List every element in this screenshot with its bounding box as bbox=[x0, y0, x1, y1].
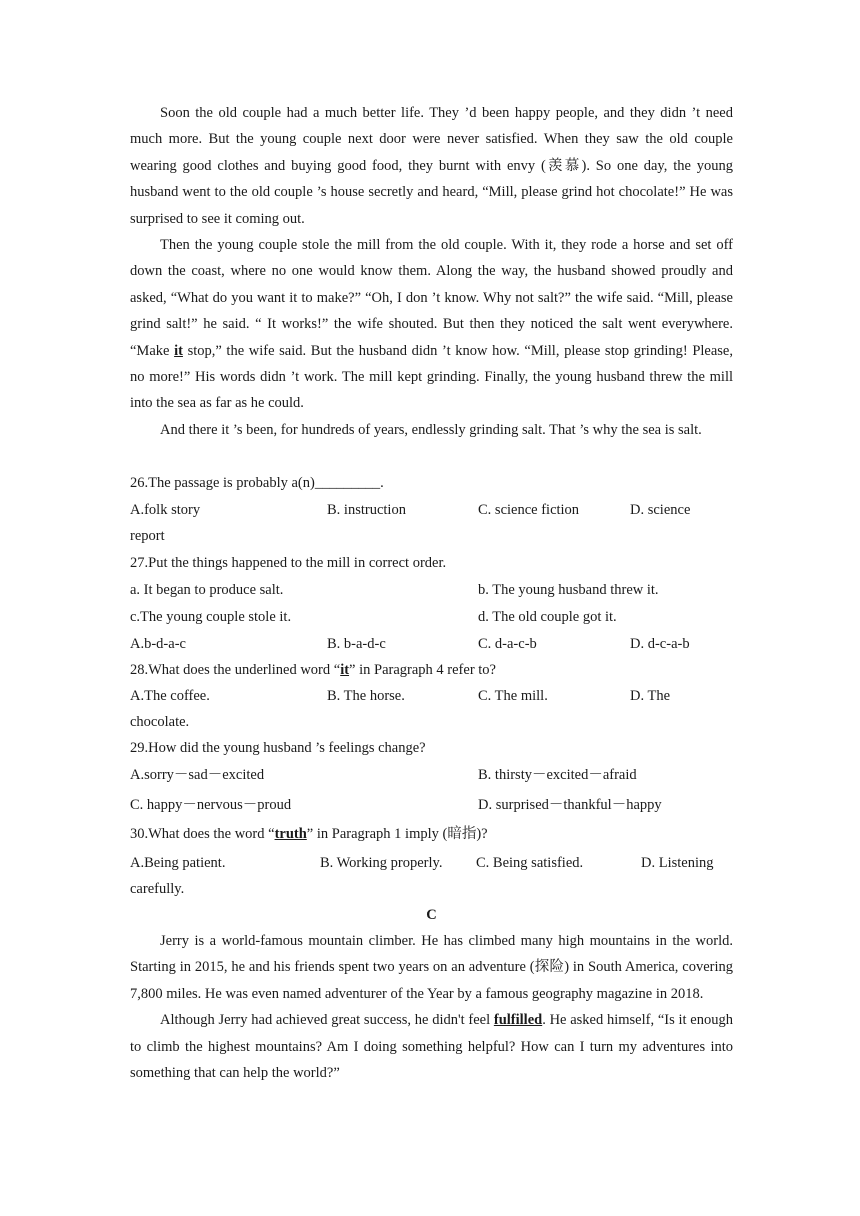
section-heading: C bbox=[426, 907, 437, 923]
stem-text: 30.What does the word “ bbox=[130, 826, 275, 842]
stem-text: ” in Paragraph 1 imply (暗指)? bbox=[306, 826, 488, 842]
question-stem: 27.Put the things happened to the mill in correct order. bbox=[130, 555, 447, 571]
option-b: B. b-a-d-c bbox=[327, 636, 386, 652]
underlined-word: it bbox=[340, 662, 350, 678]
question-stem bbox=[130, 657, 740, 683]
paragraph: And there it ’s been, for hundreds of years, endlessly grinding salt. That ’s why the sea is salt. bbox=[160, 421, 702, 438]
option-c: C. d-a-c-b bbox=[478, 636, 537, 652]
option-b: B. Working properly. bbox=[320, 855, 443, 871]
stem-text: ” in Paragraph 4 refer to? bbox=[349, 662, 496, 678]
passage-c bbox=[130, 928, 733, 1086]
items-row bbox=[130, 577, 740, 603]
paragraph-text: Although Jerry had achieved great success, he didn't feel bbox=[160, 1012, 494, 1029]
question-stem: 29.How did the young husband ’s feelings change? bbox=[130, 740, 426, 756]
option-a: A.The coffee. bbox=[130, 688, 210, 704]
option-b: B. thirsty－excited－afraid bbox=[478, 767, 637, 783]
option-d: D. science bbox=[630, 502, 691, 518]
item-b: b. The young husband threw it. bbox=[478, 582, 659, 598]
option-c: C. happy－nervous－proud bbox=[130, 797, 292, 813]
options-row bbox=[130, 683, 740, 709]
option-wrap: carefully. bbox=[130, 881, 185, 897]
option-a: A.Being patient. bbox=[130, 855, 226, 871]
passage-b bbox=[130, 100, 733, 443]
options-row bbox=[130, 762, 740, 788]
paragraph: Soon the old couple had a much better life. They ’d been happy people, and they didn ’t need much more. But the young couple next door were never satisfied. When they saw the old couple wearing good clothes and buying good food, they burnt with envy (羡慕). So one day, the young husband went to the old couple ’s house secretly and heard, “Mill, please grind hot chocolate!” He was surprised to see it coming out. bbox=[130, 105, 733, 227]
question-stem: 26.The passage is probably a(n)_________. bbox=[130, 475, 384, 491]
paragraph-text: stop,” the wife said. But the husband didn ’t know how. “Mill, please stop grinding! Please, no more!” His words didn ’t work. The mill kept grinding. Finally, the young husband threw the mill into the sea as far as he could. bbox=[130, 342, 733, 412]
option-d: D. The bbox=[630, 688, 671, 704]
question-stem bbox=[130, 821, 740, 847]
stem-text: 28.What does the underlined word “ bbox=[130, 662, 341, 678]
item-d: d. The old couple got it. bbox=[478, 609, 617, 625]
options-row bbox=[130, 497, 740, 523]
item-c: c.The young couple stole it. bbox=[130, 609, 292, 625]
items-row bbox=[130, 604, 740, 630]
option-d: D. Listening bbox=[641, 855, 714, 871]
paragraph bbox=[130, 232, 733, 417]
option-d: D. d-c-a-b bbox=[630, 636, 690, 652]
option-c: C. Being satisfied. bbox=[476, 855, 584, 871]
paragraph-text: . He asked himself, “Is it enough to climb the highest mountains? Am I doing something helpful? How can I turn my adventures into something that can help the world?” bbox=[130, 1012, 733, 1082]
options-row bbox=[130, 850, 740, 876]
option-wrap: chocolate. bbox=[130, 714, 190, 730]
option-a: A.folk story bbox=[130, 502, 201, 518]
paragraph: Jerry is a world-famous mountain climber. He has climbed many high mountains in the world. Starting in 2015, he and his friends spent two years on an adventure (探险) in South America, covering 7,800 miles. He was even named adventurer of the Year by a famous geography magazine in 2018. bbox=[130, 933, 733, 1002]
option-b: B. The horse. bbox=[327, 688, 405, 704]
underlined-word: it bbox=[174, 342, 183, 359]
item-a: a. It began to produce salt. bbox=[130, 582, 284, 598]
option-d: D. surprised－thankful－happy bbox=[478, 797, 662, 813]
option-b: B. instruction bbox=[327, 502, 406, 518]
paragraph-text: Then the young couple stole the mill from the old couple. With it, they rode a horse and set off down the coast, where no one would know them. Along the way, the husband showed proudly and asked, “What do you want it to make?” “Oh, I don ’t know. Why not salt?” the wife said. “Mill, please grind salt!” he said. “ It works!” the wife shouted. But then they noticed the salt went everywhere. “Make bbox=[130, 237, 733, 359]
underlined-word: truth bbox=[274, 826, 307, 842]
option-c: C. The mill. bbox=[478, 688, 548, 704]
option-a: A.sorry－sad－excited bbox=[130, 767, 265, 783]
options-row bbox=[130, 792, 740, 818]
underlined-word: fulfilled bbox=[493, 1012, 543, 1029]
options-row bbox=[130, 631, 740, 657]
option-wrap: report bbox=[130, 528, 165, 544]
option-c: C. science fiction bbox=[478, 502, 580, 518]
paragraph bbox=[130, 1007, 733, 1086]
option-a: A.b-d-a-c bbox=[130, 636, 186, 652]
